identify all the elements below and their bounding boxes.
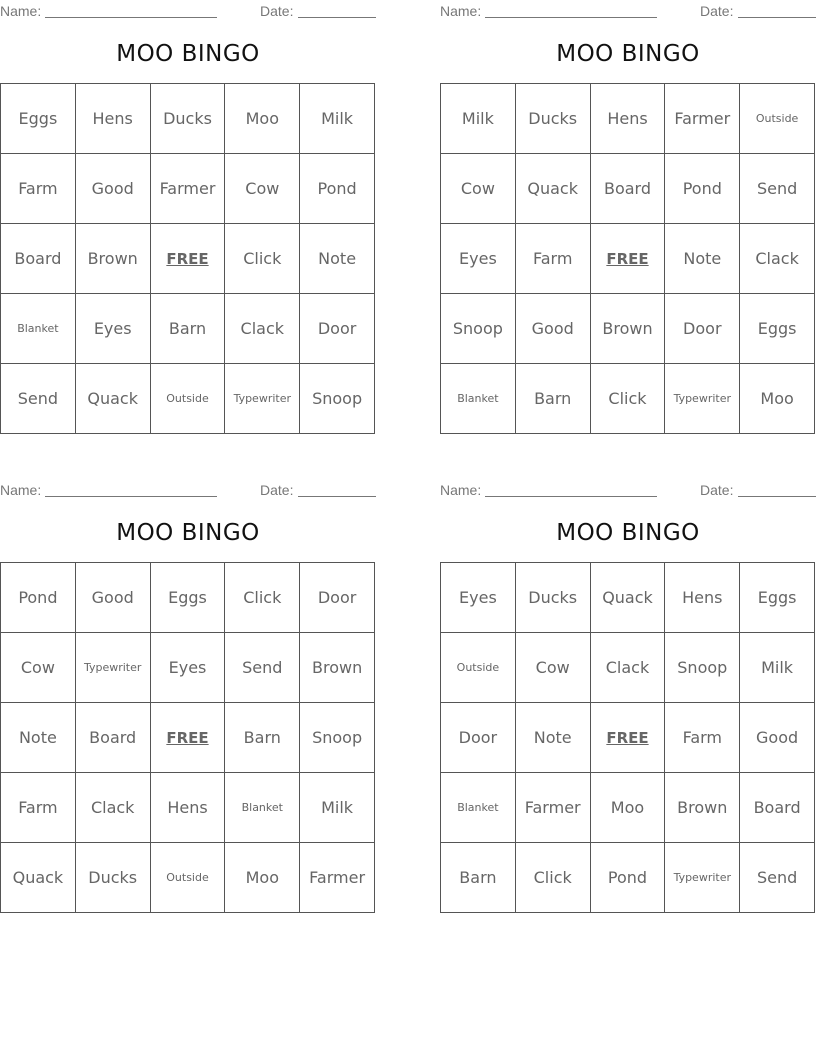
bingo-card-4 — [440, 479, 816, 919]
bingo-card-1 — [0, 0, 376, 440]
bingo-cell: Click — [225, 224, 300, 294]
bingo-cell: Barn — [441, 843, 516, 913]
bingo-cell: Board — [740, 773, 815, 843]
bingo-cell: Moo — [591, 773, 666, 843]
bingo-cell: Clack — [76, 773, 151, 843]
bingo-cell: Board — [1, 224, 76, 294]
bingo-cell: Snoop — [441, 294, 516, 364]
bingo-cell: Barn — [151, 294, 226, 364]
bingo-cell: Clack — [740, 224, 815, 294]
free-space-cell: FREE — [591, 703, 666, 773]
bingo-cell: Farm — [516, 224, 591, 294]
bingo-cell: Send — [740, 843, 815, 913]
bingo-cell: Hens — [76, 84, 151, 154]
bingo-cell: Typewriter — [665, 843, 740, 913]
bingo-cell: Note — [1, 703, 76, 773]
bingo-cell: Brown — [591, 294, 666, 364]
bingo-cell: Send — [740, 154, 815, 224]
name-field[interactable] — [485, 482, 657, 497]
bingo-cell: Typewriter — [225, 364, 300, 434]
bingo-cell: Good — [76, 154, 151, 224]
bingo-cell: Note — [300, 224, 375, 294]
bingo-cell: Quack — [76, 364, 151, 434]
bingo-cell: Brown — [300, 633, 375, 703]
card-header — [0, 479, 376, 501]
card-title: MOO BINGO — [116, 520, 260, 546]
bingo-cell: Pond — [1, 563, 76, 633]
bingo-cell: Board — [591, 154, 666, 224]
card-header — [0, 0, 376, 22]
bingo-cell: Cow — [1, 633, 76, 703]
bingo-cell: Blanket — [225, 773, 300, 843]
bingo-cell: Good — [740, 703, 815, 773]
date-label: Date: — [260, 3, 294, 19]
bingo-cell: Quack — [1, 843, 76, 913]
name-label: Name: — [0, 3, 42, 19]
bingo-cell: Blanket — [441, 364, 516, 434]
bingo-cell: Hens — [665, 563, 740, 633]
bingo-cell: Ducks — [516, 563, 591, 633]
card-header — [440, 479, 816, 501]
bingo-cell: Click — [516, 843, 591, 913]
bingo-cell: Door — [441, 703, 516, 773]
bingo-cell: Send — [225, 633, 300, 703]
bingo-cell: Blanket — [441, 773, 516, 843]
bingo-cell: Eyes — [441, 563, 516, 633]
bingo-cell: Clack — [591, 633, 666, 703]
bingo-cell: Brown — [76, 224, 151, 294]
bingo-cell: Eggs — [1, 84, 76, 154]
date-field[interactable] — [738, 3, 816, 18]
name-label: Name: — [0, 482, 42, 498]
bingo-cell: Milk — [441, 84, 516, 154]
bingo-cell: Outside — [441, 633, 516, 703]
bingo-cell: Cow — [441, 154, 516, 224]
card-title: MOO BINGO — [556, 41, 700, 67]
card-title: MOO BINGO — [116, 41, 260, 67]
free-space-cell: FREE — [591, 224, 666, 294]
date-label: Date: — [700, 482, 734, 498]
date-field[interactable] — [298, 3, 376, 18]
name-field[interactable] — [45, 482, 217, 497]
bingo-cell: Snoop — [665, 633, 740, 703]
bingo-cell: Eyes — [76, 294, 151, 364]
bingo-cell: Hens — [151, 773, 226, 843]
bingo-cell: Farm — [665, 703, 740, 773]
bingo-cell: Ducks — [516, 84, 591, 154]
bingo-cell: Board — [76, 703, 151, 773]
bingo-cell: Outside — [740, 84, 815, 154]
free-space-cell: FREE — [151, 703, 226, 773]
bingo-grid — [440, 562, 815, 913]
bingo-cell: Ducks — [151, 84, 226, 154]
bingo-cell: Note — [665, 224, 740, 294]
bingo-cell: Milk — [300, 84, 375, 154]
bingo-cell: Farmer — [665, 84, 740, 154]
bingo-cell: Snoop — [300, 703, 375, 773]
bingo-cell: Pond — [591, 843, 666, 913]
bingo-cell: Pond — [300, 154, 375, 224]
bingo-cell: Brown — [665, 773, 740, 843]
bingo-cell: Blanket — [1, 294, 76, 364]
bingo-cell: Door — [300, 294, 375, 364]
bingo-cell: Eyes — [441, 224, 516, 294]
bingo-cell: Door — [665, 294, 740, 364]
free-space-cell: FREE — [151, 224, 226, 294]
bingo-grid — [440, 83, 815, 434]
card-title: MOO BINGO — [556, 520, 700, 546]
bingo-cell: Ducks — [76, 843, 151, 913]
date-label: Date: — [260, 482, 294, 498]
bingo-cell: Outside — [151, 843, 226, 913]
bingo-cell: Eggs — [740, 563, 815, 633]
date-label: Date: — [700, 3, 734, 19]
bingo-cell: Quack — [591, 563, 666, 633]
bingo-cell: Cow — [516, 633, 591, 703]
name-field[interactable] — [45, 3, 217, 18]
bingo-cell: Farm — [1, 154, 76, 224]
bingo-cell: Hens — [591, 84, 666, 154]
bingo-cell: Quack — [516, 154, 591, 224]
bingo-cell: Pond — [665, 154, 740, 224]
bingo-grid — [0, 562, 375, 913]
bingo-cell: Milk — [740, 633, 815, 703]
bingo-cell: Eyes — [151, 633, 226, 703]
name-label: Name: — [440, 482, 482, 498]
bingo-cell: Farmer — [300, 843, 375, 913]
bingo-cell: Clack — [225, 294, 300, 364]
bingo-cell: Cow — [225, 154, 300, 224]
bingo-card-2 — [440, 0, 816, 440]
bingo-cell: Farmer — [516, 773, 591, 843]
bingo-cell: Barn — [225, 703, 300, 773]
bingo-cell: Farmer — [151, 154, 226, 224]
bingo-cell: Milk — [300, 773, 375, 843]
bingo-cell: Send — [1, 364, 76, 434]
date-field[interactable] — [298, 482, 376, 497]
card-header — [440, 0, 816, 22]
bingo-cell: Good — [76, 563, 151, 633]
bingo-cell: Eggs — [151, 563, 226, 633]
bingo-cell: Good — [516, 294, 591, 364]
bingo-card-3 — [0, 479, 376, 919]
bingo-cell: Note — [516, 703, 591, 773]
bingo-cell: Click — [225, 563, 300, 633]
bingo-cell: Typewriter — [665, 364, 740, 434]
bingo-cell: Eggs — [740, 294, 815, 364]
bingo-cell: Door — [300, 563, 375, 633]
bingo-cell: Snoop — [300, 364, 375, 434]
name-label: Name: — [440, 3, 482, 19]
bingo-cell: Farm — [1, 773, 76, 843]
bingo-cell: Moo — [225, 843, 300, 913]
bingo-grid — [0, 83, 375, 434]
bingo-cell: Barn — [516, 364, 591, 434]
bingo-cell: Moo — [740, 364, 815, 434]
name-field[interactable] — [485, 3, 657, 18]
bingo-cell: Outside — [151, 364, 226, 434]
bingo-cell: Click — [591, 364, 666, 434]
bingo-cell: Typewriter — [76, 633, 151, 703]
date-field[interactable] — [738, 482, 816, 497]
bingo-cell: Moo — [225, 84, 300, 154]
